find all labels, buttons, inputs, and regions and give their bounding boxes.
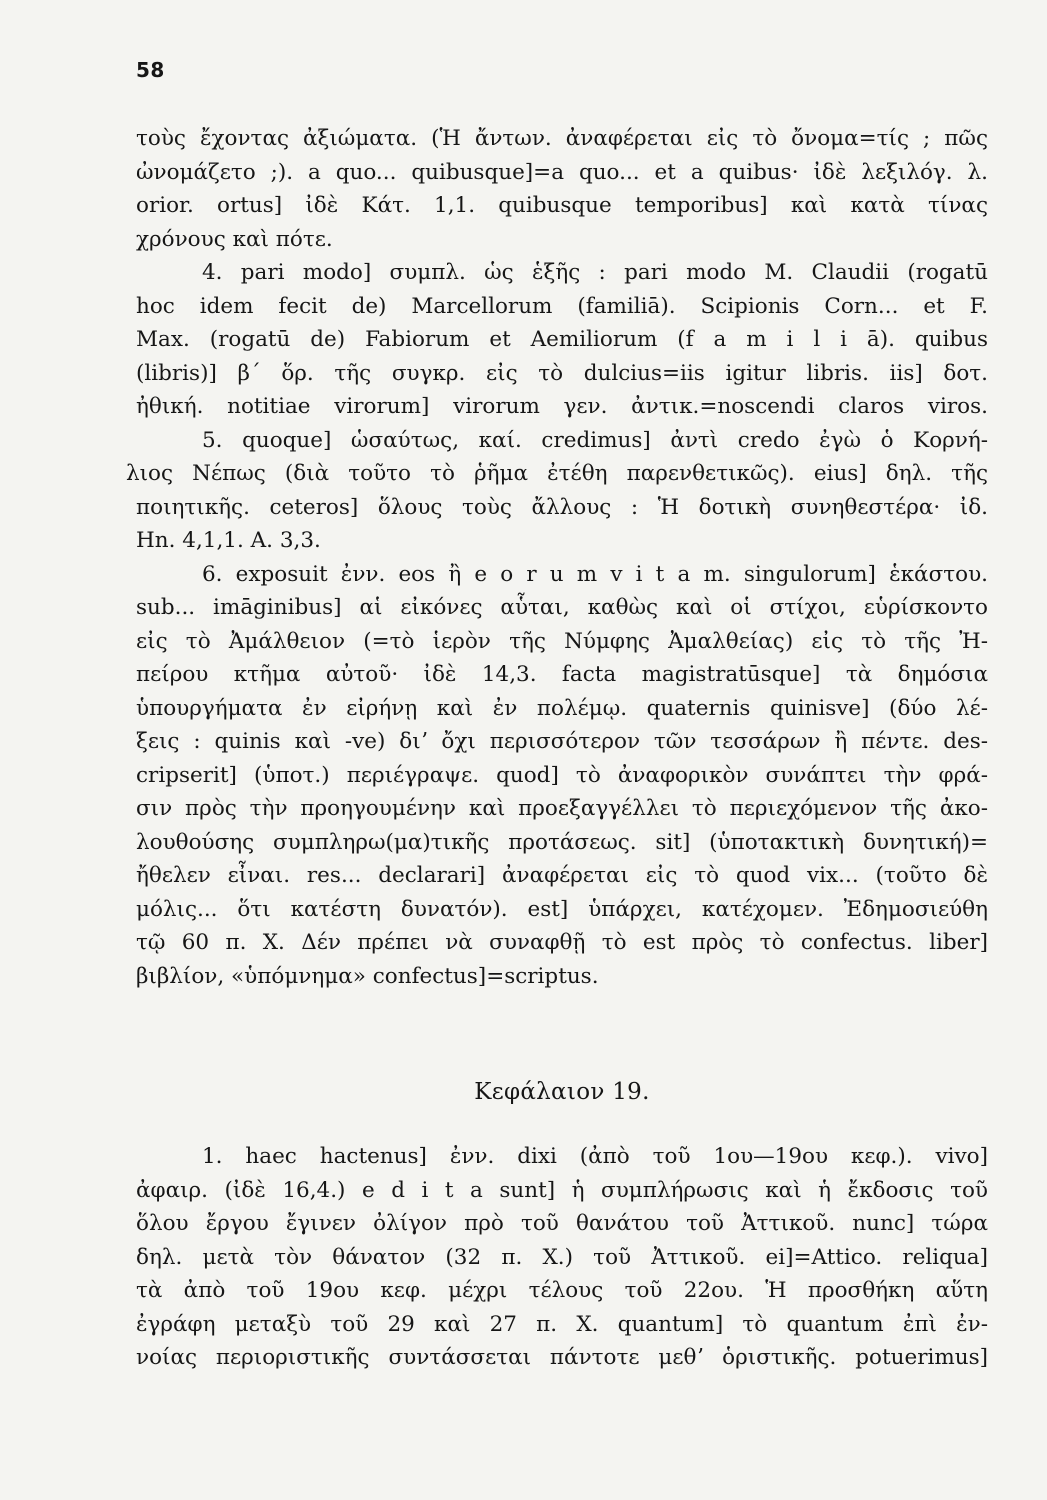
- text-line: ὑπουργήματα ἐν εἰρήνῃ καὶ ἐν πολέμῳ. quaternis quinisve] (δύο λέ-: [136, 695, 988, 721]
- text-line: ὅλου ἔργου ἔγινεν ὀλίγον πρὸ τοῦ θανάτου τοῦ Ἀττικοῦ. nunc] τώρα: [136, 1211, 988, 1236]
- text-line: ἤθελεν εἶναι. res... declarari] ἀναφέρεται εἰς τὸ quod vix... (τοῦτο δὲ: [136, 863, 988, 888]
- text-line: Hn. 4,1,1. A. 3,3.: [136, 528, 321, 553]
- text-line: orior. ortus] ἰδὲ Κάτ. 1,1. quibusque temporibus] καὶ κατὰ τίνας: [136, 193, 988, 218]
- text-line: Max. (rogatū de) Fabiorum et Aemiliorum (f a m i l i ā). quibus: [136, 327, 988, 352]
- text-line: (libris)] β´ ὅρ. τῆς συγκρ. εἰς τὸ dulcius=iis igitur libris. iis] δοτ.: [136, 360, 988, 386]
- text-line: τῷ 60 π. Χ. Δέν πρέπει νὰ συναφθῇ τὸ est πρὸς τὸ confectus. liber]: [136, 930, 988, 955]
- text-line: νοίας περιοριστικῆς συντάσσεται πάντοτε μεθʼ ὁριστικῆς. potuerimus]: [136, 1345, 988, 1370]
- text-line: ἐγράφη μεταξὺ τοῦ 29 καὶ 27 π. Χ. quantum] τὸ quantum ἐπὶ ἐν-: [136, 1311, 988, 1337]
- commentary-block-chapter-18: [126, 122, 988, 993]
- text-line: 1. haec hactenus] ἐνν. dixi (ἀπὸ τοῦ 1ου—19ου κεφ.). vivo]: [202, 1144, 988, 1169]
- chapter-heading: Κεφάλαιον 19.: [474, 1079, 650, 1105]
- text-line: τοὺς ἔχοντας ἀξιώματα. (Ἡ ἄντων. ἀναφέρεται εἰς τὸ ὄνομα=τίς ; πῶς: [136, 126, 988, 151]
- text-line: ἀφαιρ. (ἰδὲ 16,4.) e d i t a sunt] ἡ συμπλήρωσις καὶ ἡ ἔκδοσις τοῦ: [136, 1177, 988, 1203]
- text-line: ἠθική. notitiae virorum] virorum γεν. ἀντικ.=noscendi claros viros.: [136, 394, 988, 419]
- text-line: sub... imāginibus] αἱ εἰκόνες αὗται, καθὼς καὶ οἱ στίχοι, εὑρίσκοντο: [136, 595, 988, 620]
- text-line: 6. exposuit ἐνν. eos ἢ e o r u m v i t a m. singulorum] ἑκάστου.: [202, 561, 988, 587]
- page-number: 58: [136, 58, 165, 82]
- text-line: λιος Νέπως (διὰ τοῦτο τὸ ῥῆμα ἐτέθη παρενθετικῶς). eius] δηλ. τῆς: [126, 461, 988, 486]
- text-line: ὠνομάζετο ;). a quo... quibusque]=a quo... et a quibus· ἰδὲ λεξιλόγ. λ.: [136, 159, 988, 185]
- text-line: δηλ. μετὰ τὸν θάνατον (32 π. Χ.) τοῦ Ἀττικοῦ. ei]=Attico. reliqua]: [136, 1244, 988, 1270]
- text-line: 5. quoque] ὡσαύτως, καί. credimus] ἀντὶ credo ἐγὼ ὁ Κορνή-: [202, 427, 988, 453]
- commentary-block-chapter-19: [136, 1140, 988, 1375]
- text-line: σιν πρὸς τὴν προηγουμένην καὶ προεξαγγέλλει τὸ περιεχόμενον τῆς ἀκο-: [136, 796, 988, 821]
- text-line: ξεις : quinis καὶ -ve) διʼ ὄχι περισσότερον τῶν τεσσάρων ἢ πέντε. des-: [136, 729, 988, 754]
- text-line: χρόνους καὶ πότε.: [136, 226, 333, 252]
- text-line: εἰς τὸ Ἀμάλθειον (=τὸ ἱερὸν τῆς Νύμφης Ἀμαλθείας) εἰς τὸ τῆς Ἠ-: [136, 628, 988, 654]
- text-line: 4. pari modo] συμπλ. ὡς ἑξῆς : pari modo M. Claudii (rogatū: [202, 260, 988, 285]
- text-line: hoc idem fecit de) Marcellorum (familiā). Scipionis Corn... et F.: [136, 293, 988, 319]
- text-line: cripserit] (ὑποτ.) περιέγραψε. quod] τὸ ἀναφορικὸν συνάπτει τὴν φρά-: [136, 762, 988, 788]
- text-line: πείρου κτῆμα αὐτοῦ· ἰδὲ 14,3. facta magistratūsque] τὰ δημόσια: [136, 662, 988, 687]
- text-line: τὰ ἀπὸ τοῦ 19ου κεφ. μέχρι τέλους τοῦ 22ου. Ἡ προσθήκη αὕτη: [136, 1278, 988, 1303]
- text-line: μόλις... ὅτι κατέστη δυνατόν). est] ὑπάρχει, κατέχομεν. Ἐδημοσιεύθη: [136, 896, 988, 922]
- text-line: βιβλίον, «ὑπόμνημα» confectus]=scriptus.: [136, 963, 599, 989]
- text-line: λουθούσης συμπληρω(μα)τικῆς προτάσεως. sit] (ὑποτακτικὴ δυνητική)=: [136, 829, 988, 855]
- text-line: ποιητικῆς. ceteros] ὅλους τοὺς ἄλλους : Ἡ δοτικὴ συνηθεστέρα· ἰδ.: [136, 494, 988, 520]
